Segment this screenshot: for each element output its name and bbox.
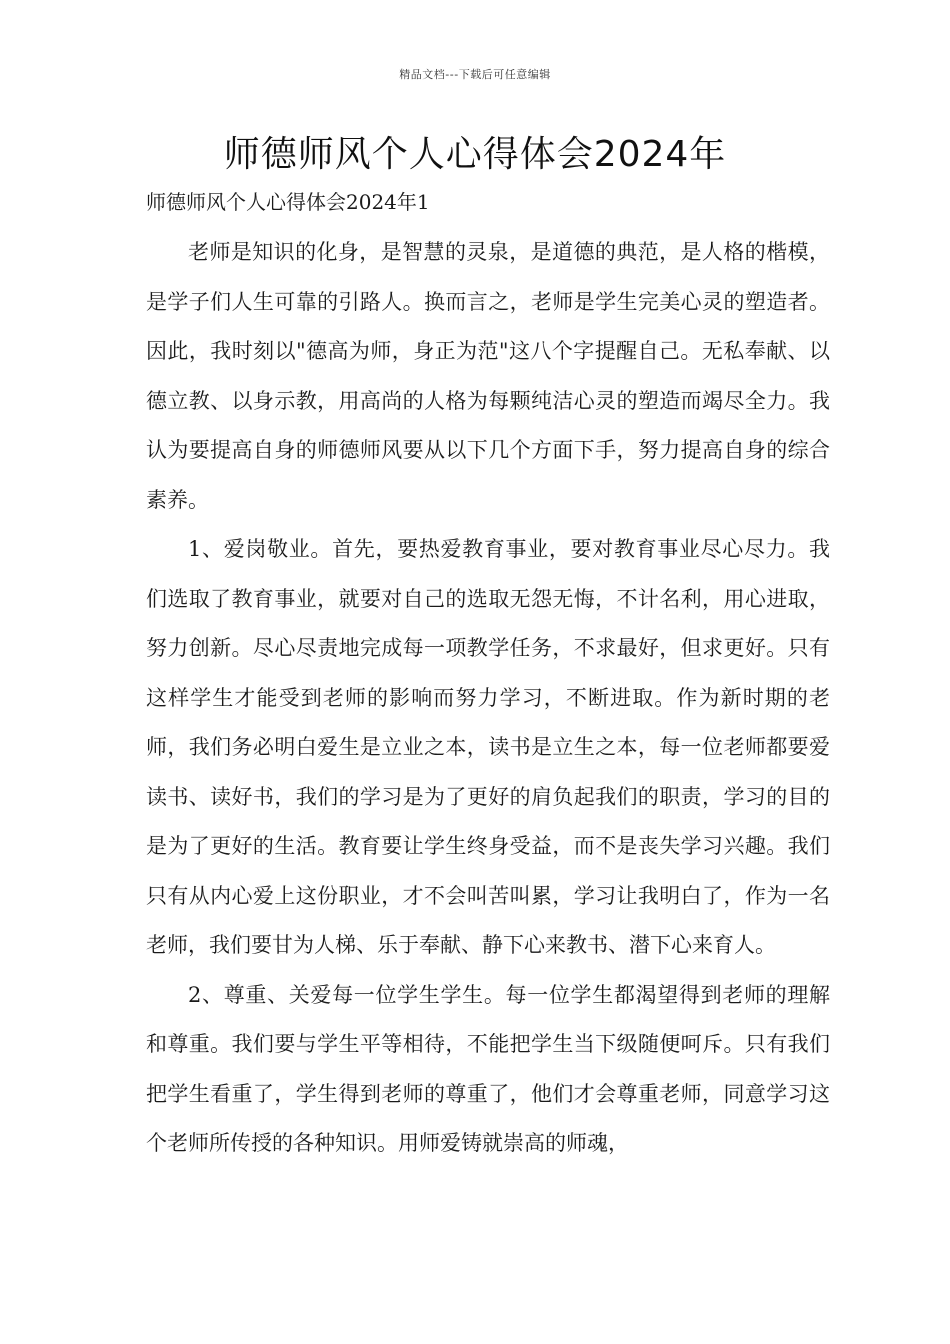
paragraph-intro: 老师是知识的化身，是智慧的灵泉，是道德的典范，是人格的楷模，是学子们人生可靠的引路人。换而言之，老师是学生完美心灵的塑造者。因此，我时刻以"德高为师，身正为范"这八个字提醒自己。无私奉献、以德立教、以身示教，用高尚的人格为每颗纯洁心灵的塑造而竭尽全力。我认为要提高自身的师德师风要从以下几个方面下手，努力提高自身的综合素养。 — [146, 240, 830, 512]
page-header: 精品文档---下载后可任意编辑 — [399, 68, 551, 81]
document-title: 师德师风个人心得体会2024年 — [223, 134, 727, 175]
document-body — [146, 228, 830, 1169]
paragraph-respect: 2、尊重、关爱每一位学生学生。每一位学生都渴望得到老师的理解和尊重。我们要与学生平等相待，不能把学生当下级随便呵斥。只有我们把学生看重了，学生得到老师的尊重了，他们才会尊重老师，同意学习这个老师所传授的各种知识。用师爱铸就崇高的师魂， — [146, 982, 830, 1155]
paragraph-dedication: 1、爱岗敬业。首先，要热爱教育事业，要对教育事业尽心尽力。我们选取了教育事业，就要对自己的选取无怨无悔，不计名利，用心进取，努力创新。尽心尽责地完成每一项教学任务，不求最好，但求更好。只有这样学生才能受到老师的影响而努力学习，不断进取。作为新时期的老师，我们务必明白爱生是立业之本，读书是立生之本，每一位老师都要爱读书、读好书，我们的学习是为了更好的肩负起我们的职责，学习的目的是为了更好的生活。教育要让学生终身受益，而不是丧失学习兴趣。我们只有从内心爱上这份职业，才不会叫苦叫累，学习让我明白了，作为一名老师，我们要甘为人梯、乐于奉献、静下心来教书、潜下心来育人。 — [146, 537, 830, 957]
document-subtitle: 师德师风个人心得体会2024年1 — [146, 190, 430, 214]
